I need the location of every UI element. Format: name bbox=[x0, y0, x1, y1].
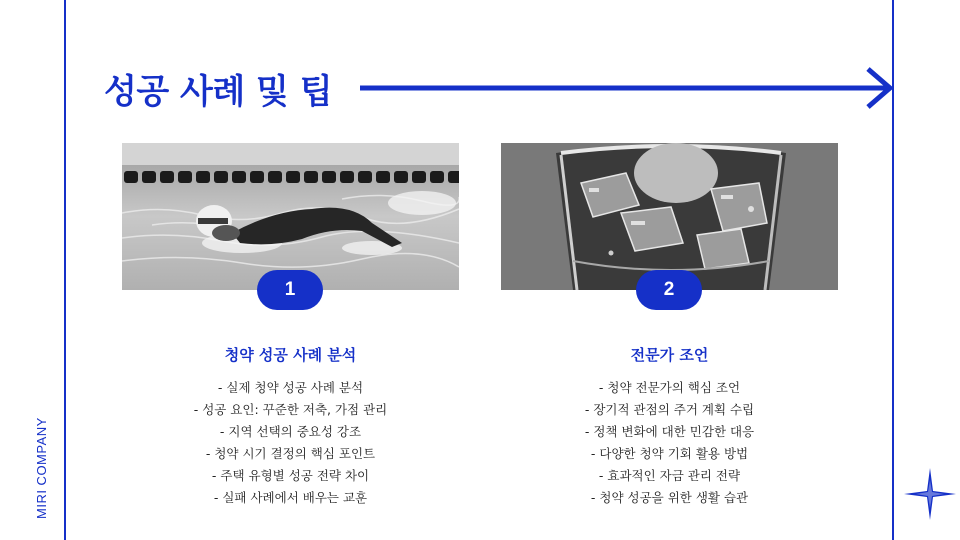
list-item: - 다양한 청약 기회 활용 방법 bbox=[590, 446, 749, 461]
long-arrow-right-icon bbox=[360, 66, 895, 110]
brand-name: MIRI COMPANY bbox=[34, 417, 49, 519]
list-item: - 장기적 관점의 주거 계획 수립 bbox=[584, 402, 755, 417]
list-item: - 효과적인 자금 관리 전략 bbox=[598, 468, 741, 483]
frame-line-left bbox=[64, 0, 66, 540]
card-heading-expert-advice: 전문가 조언 bbox=[630, 346, 709, 364]
card-heading-success-cases: 청약 성공 사례 분석 bbox=[224, 346, 357, 364]
list-item: - 지역 선택의 중요성 강조 bbox=[219, 424, 362, 439]
list-item: - 성공 요인: 꾸준한 저축, 가점 관리 bbox=[193, 402, 388, 417]
ice-glass-photo-icon bbox=[501, 143, 838, 290]
list-item: - 정책 변화에 대한 민감한 대응 bbox=[584, 424, 755, 439]
card-number-badge-1: 1 bbox=[257, 270, 323, 310]
list-item: - 청약 시기 결정의 핵심 포인트 bbox=[205, 446, 376, 461]
success-cases-list bbox=[122, 377, 459, 509]
list-item: - 청약 전문가의 핵심 조언 bbox=[598, 380, 741, 395]
expert-advice-list bbox=[501, 377, 838, 509]
page-title: 성공 사례 및 팁 bbox=[104, 72, 333, 112]
list-item: - 주택 유형별 성공 전략 차이 bbox=[211, 468, 370, 483]
card-number-badge-2: 2 bbox=[636, 270, 702, 310]
list-item: - 실제 청약 성공 사례 분석 bbox=[217, 380, 364, 395]
swimmer-photo-icon bbox=[122, 143, 459, 290]
list-item: - 실패 사례에서 배우는 교훈 bbox=[213, 490, 368, 505]
sparkle-star-icon bbox=[902, 466, 958, 522]
list-item: - 청약 성공을 위한 생활 습관 bbox=[590, 490, 749, 505]
